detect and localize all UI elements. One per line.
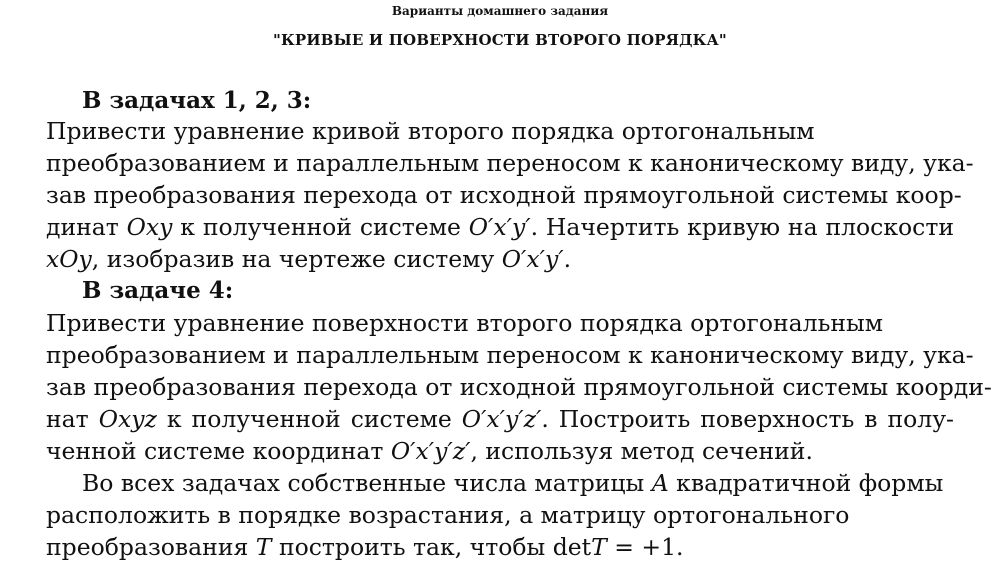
- section3-line2: расположить в порядке возрастания, а матрицу ортогонального: [46, 501, 850, 529]
- text-span: Во всех задачах собственные числа матрицы: [82, 469, 652, 497]
- section2-line3: зав преобразования перехода от исходной прямоугольной системы коорди-: [46, 373, 992, 401]
- text-span: нат: [46, 405, 99, 433]
- text-span: , изобразив на чертеже систему: [91, 245, 502, 273]
- math-span: O′x′y′z′: [461, 405, 542, 433]
- text-span: .: [563, 245, 572, 273]
- section3-line3: [46, 532, 684, 562]
- math-span: T: [255, 533, 272, 561]
- text-span: к полученной системе: [156, 405, 462, 433]
- text-span: построить так, чтобы det: [271, 533, 592, 561]
- section2-line4: [46, 404, 954, 434]
- text-span: квадратичной формы: [668, 469, 944, 497]
- section1-line5: [46, 244, 571, 274]
- text-span: ченной системе координат: [46, 437, 391, 465]
- math-span: O′x′y′: [501, 245, 564, 273]
- text-span: динат: [46, 213, 127, 241]
- math-span: Oxy: [126, 213, 173, 241]
- section1-heading: В задачах 1, 2, 3:: [82, 87, 312, 114]
- math-span: Oxyz: [98, 405, 157, 433]
- text-span: = +1.: [606, 533, 684, 561]
- section2-line5: [46, 436, 813, 466]
- math-span: O′x′y′: [468, 213, 531, 241]
- document-title-line2: "КРИВЫЕ И ПОВЕРХНОСТИ ВТОРОГО ПОРЯДКА": [273, 31, 727, 49]
- section2-line1: Привести уравнение поверхности второго порядка ортогональным: [46, 309, 884, 337]
- math-span: T: [591, 533, 607, 561]
- section1-line1: Привести уравнение кривой второго порядка ортогональным: [46, 117, 815, 145]
- text-span: . Начертить кривую на плоскости: [530, 213, 954, 241]
- math-span: O′x′y′z′: [390, 437, 471, 465]
- text-span: , используя метод сечений.: [470, 437, 813, 465]
- section2-line2: преобразованием и параллельным переносом к каноническому виду, ука-: [46, 341, 974, 369]
- document-title-line1: Варианты домашнего задания: [391, 4, 609, 18]
- text-span: . Построить поверхность в полу-: [541, 405, 954, 433]
- text-span: преобразования: [46, 533, 256, 561]
- section1-line3: зав преобразования перехода от исходной прямоугольной системы коор-: [46, 181, 962, 209]
- section1-line4: [46, 212, 954, 242]
- section1-line2: преобразованием и параллельным переносом к каноническому виду, ука-: [46, 149, 974, 177]
- math-span: xOy: [46, 245, 92, 273]
- section3-line1: [82, 468, 943, 498]
- section2-heading: В задаче 4:: [82, 277, 234, 304]
- math-span: A: [651, 469, 669, 497]
- text-span: к полученной системе: [172, 213, 469, 241]
